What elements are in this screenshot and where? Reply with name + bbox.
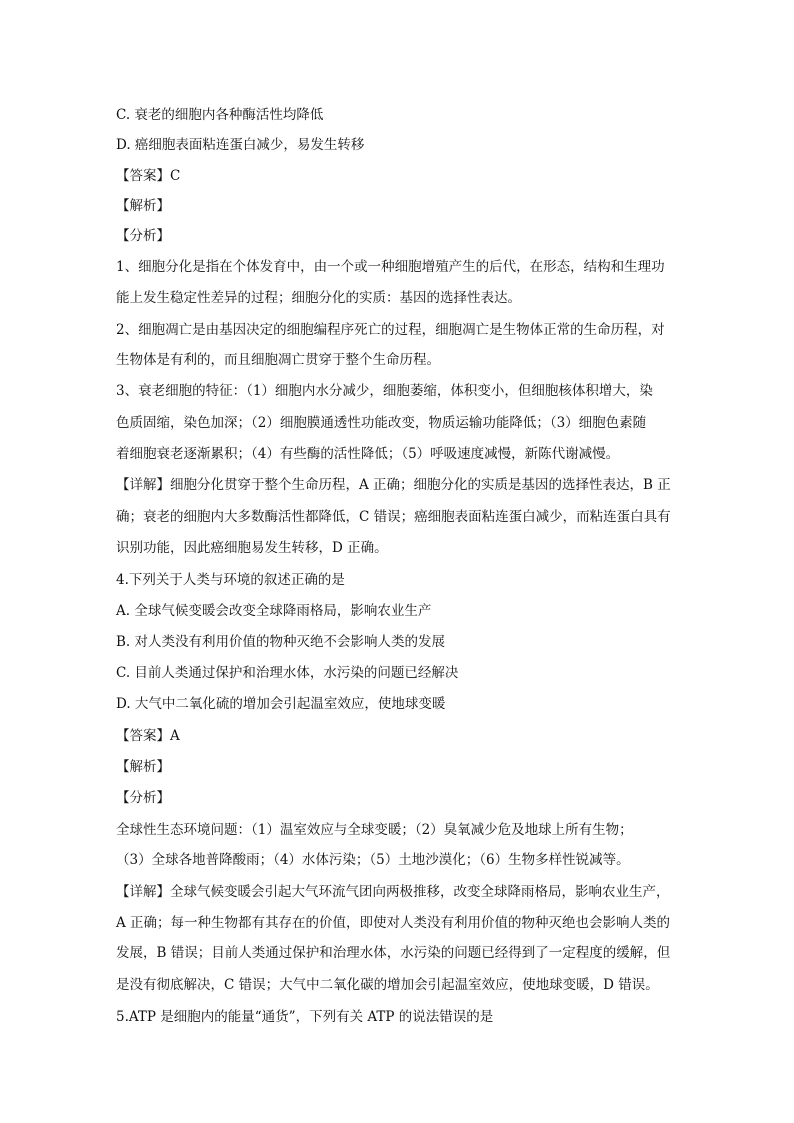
paragraph-line: 3、衰老细胞的特征：（1）细胞内水分减少，细胞萎缩，体积变小，但细胞核体积增大，染 bbox=[116, 383, 653, 399]
section-label-line: 【详解】全球气候变暖会引起大气环流气团向两极推移，改变全球降雨格局，影响农业生产， bbox=[116, 884, 670, 900]
paragraph-line: 能上发生稳定性差异的过程；细胞分化的实质：基因的选择性表达。 bbox=[116, 290, 521, 306]
section-label-line: 【分析】 bbox=[116, 790, 170, 806]
option-line: C. 衰老的细胞内各种酶活性均降低 bbox=[116, 107, 324, 123]
paragraph-line: 识别功能，因此癌细胞易发生转移，D 正确。 bbox=[116, 540, 388, 556]
question-line: 5.ATP 是细胞内的能量“通货”，下列有关 ATP 的说法错误的是 bbox=[116, 1009, 494, 1025]
section-label-line: 【答案】A bbox=[116, 728, 180, 744]
section-label-line: 【分析】 bbox=[116, 228, 170, 244]
paragraph-line: 全球性生态环境问题：（1）温室效应与全球变暖；（2）臭氧减少危及地球上所有生物； bbox=[116, 822, 633, 838]
paragraph-line: 1、细胞分化是指在个体发育中，由一个或一种细胞增殖产生的后代，在形态，结构和生理功 bbox=[116, 259, 665, 275]
paragraph-line: 是没有彻底解决，C 错误；大气中二氧化碳的增加会引起温室效应，使地球变暖，D 错误。 bbox=[116, 977, 659, 993]
option-line: D. 癌细胞表面粘连蛋白减少，易发生转移 bbox=[116, 137, 365, 153]
option-line: A. 全球气候变暖会改变全球降雨格局，影响农业生产 bbox=[116, 603, 432, 619]
paragraph-line: 色质固缩，染色加深；（2）细胞膜通透性功能改变，物质运输功能降低；（3）细胞色素随 bbox=[116, 415, 647, 431]
paragraph-line: （3）全球各地普降酸雨；（4）水体污染；（5）土地沙漠化；（6）生物多样性锐减等。 bbox=[116, 852, 630, 868]
option-line: B. 对人类没有利用价值的物种灭绝不会影响人类的发展 bbox=[116, 634, 446, 650]
option-line: C. 目前人类通过保护和治理水体，水污染的问题已经解决 bbox=[116, 665, 459, 681]
section-label-line: 【详解】细胞分化贯穿于整个生命历程，A 正确；细胞分化的实质是基因的选择性表达，B 正 bbox=[116, 477, 671, 493]
paragraph-line: A 正确；每一种生物都有其存在的价值，即使对人类没有利用价值的物种灭绝也会影响人类的 bbox=[116, 915, 671, 931]
question-line: 4.下列关于人类与环境的叙述正确的是 bbox=[116, 572, 345, 588]
option-line: D. 大气中二氧化硫的增加会引起温室效应，使地球变暖 bbox=[116, 696, 446, 712]
paragraph-line: 发展，B 错误；目前人类通过保护和治理水体，水污染的问题已经得到了一定程度的缓解，但 bbox=[116, 945, 671, 961]
section-label-line: 【解析】 bbox=[116, 759, 170, 775]
paragraph-line: 着细胞衰老逐渐累积；（4）有些酶的活性降低；（5）呼吸速度减慢，新陈代谢减慢。 bbox=[116, 446, 620, 462]
section-label-line: 【解析】 bbox=[116, 198, 170, 214]
paragraph-line: 生物体是有利的，而且细胞凋亡贯穿于整个生命历程。 bbox=[116, 352, 440, 368]
section-label-line: 【答案】C bbox=[116, 168, 181, 184]
paragraph-line: 确；衰老的细胞内大多数酶活性都降低，C 错误；癌细胞表面粘连蛋白减少，而粘连蛋白具有 bbox=[116, 509, 671, 525]
paragraph-line: 2、细胞凋亡是由基因决定的细胞编程序死亡的过程，细胞凋亡是生物体正常的生命历程，对 bbox=[116, 322, 665, 338]
